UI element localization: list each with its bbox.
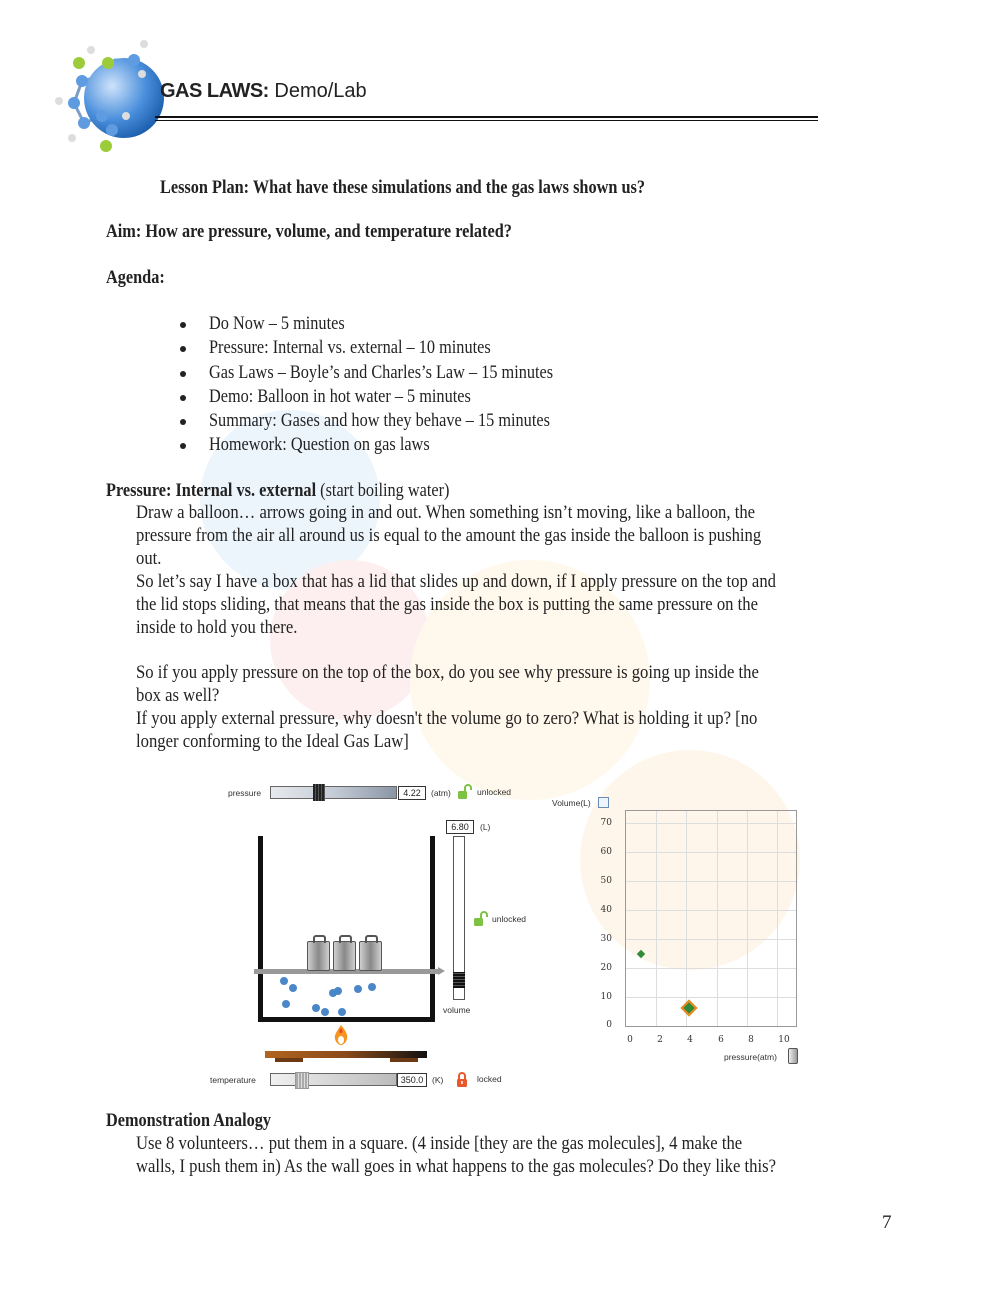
demo-section-body xyxy=(136,1133,916,1179)
paragraph-line: Draw a balloon… arrows going in and out. When something isn’t moving, like a balloon, the xyxy=(136,503,756,523)
volume-slider[interactable] xyxy=(453,836,465,1000)
volume-value-box[interactable]: 6.80 xyxy=(446,820,474,834)
temperature-value-box[interactable]: 350.0 xyxy=(397,1073,427,1087)
flame-icon xyxy=(332,1024,350,1046)
paragraph-line: out. xyxy=(136,549,162,569)
y-tick: 60 xyxy=(600,847,612,857)
page-number: 7 xyxy=(882,1212,892,1233)
temperature-slider[interactable] xyxy=(270,1073,397,1086)
x-tick: 6 xyxy=(718,1035,724,1045)
pressure-lock-state: unlocked xyxy=(477,787,512,797)
temperature-lock-state: locked xyxy=(477,1074,502,1084)
y-tick: 20 xyxy=(600,963,612,973)
bullet-icon xyxy=(180,346,186,352)
x-tick: 10 xyxy=(778,1035,790,1045)
x-tick: 4 xyxy=(687,1035,693,1045)
gas-molecule xyxy=(354,985,362,993)
demo-section-heading: Demonstration Analogy xyxy=(106,1111,272,1131)
container-floor xyxy=(258,1017,435,1022)
paragraph-line: inside to hold you there. xyxy=(136,618,298,638)
weight-icon xyxy=(333,941,356,971)
paragraph-line: So if you apply pressure on the top of the box, do you see why pressure is going up inside the xyxy=(136,663,759,683)
lesson-title: Lesson Plan: What have these simulations and the gas laws shown us? xyxy=(160,178,646,198)
gas-molecule xyxy=(334,987,342,995)
y-tick: 10 xyxy=(600,992,612,1002)
bullet-icon xyxy=(180,395,186,401)
x-tick: 8 xyxy=(748,1035,754,1045)
bullet-icon xyxy=(180,443,186,449)
x-tick: 2 xyxy=(657,1035,663,1045)
volume-slider-label: volume xyxy=(443,1005,471,1015)
paragraph-line: Use 8 volunteers… put them in a square. (4 inside [they are the gas molecules], 4 make the xyxy=(136,1134,743,1154)
gas-molecule xyxy=(282,1000,290,1008)
container-right-wall xyxy=(430,836,435,1022)
paragraph-line: pressure from the air all around us is equal to the amount the gas inside the balloon is pushing xyxy=(136,526,762,546)
paragraph-line: box as well? xyxy=(136,686,220,706)
current-data-point xyxy=(681,1000,698,1017)
gas-molecule xyxy=(280,977,288,985)
volume-unit: (L) xyxy=(480,822,491,832)
agenda-item: Do Now – 5 minutes xyxy=(176,313,600,337)
y-tick: 50 xyxy=(600,876,612,886)
pressure-slider-thumb[interactable] xyxy=(313,784,325,801)
gas-molecule xyxy=(321,1008,329,1016)
agenda-item: Pressure: Internal vs. external – 10 minutes xyxy=(176,337,600,361)
weight-icon xyxy=(307,941,330,971)
gas-law-simulation-figure xyxy=(200,780,820,1100)
volume-slider-thumb[interactable] xyxy=(453,972,465,988)
document-header-title: GAS LAWS: Demo/Lab xyxy=(160,80,367,102)
gas-molecule xyxy=(289,984,297,992)
hot-plate-foot xyxy=(390,1058,418,1062)
gas-molecule xyxy=(368,983,376,991)
pressure-slider-label: pressure xyxy=(228,788,262,798)
pressure-section-body xyxy=(136,502,916,754)
molecule-globe-logo xyxy=(44,38,174,153)
paragraph-line xyxy=(136,640,838,662)
hot-plate xyxy=(265,1051,427,1058)
agenda-item: Summary: Gases and how they behave – 15 minutes xyxy=(176,410,600,434)
unlocked-padlock-icon[interactable] xyxy=(473,911,489,927)
locked-padlock-icon[interactable] xyxy=(456,1071,468,1088)
y-tick: 70 xyxy=(600,818,612,828)
y-tick: 40 xyxy=(600,905,612,915)
container-left-wall xyxy=(258,836,263,1022)
y-tick: 30 xyxy=(600,934,612,944)
bullet-icon xyxy=(180,371,186,377)
header-rule-thick xyxy=(155,116,818,118)
temperature-slider-label: temperature xyxy=(210,1075,256,1085)
pressure-section-heading: Pressure: Internal vs. external (start boiling water) xyxy=(106,481,450,501)
pressure-unit: (atm) xyxy=(431,788,451,798)
paragraph-line: So let’s say I have a box that has a lid that slides up and down, if I apply pressure on the top and xyxy=(136,572,776,592)
paragraph-line: the lid stops sliding, that means that the gas inside the box is putting the same pressure on the xyxy=(136,595,758,615)
agenda-item: Homework: Question on gas laws xyxy=(176,434,600,458)
volume-lock-state: unlocked xyxy=(492,914,527,924)
bullet-icon xyxy=(180,419,186,425)
aim-text: Aim: How are pressure, volume, and temperature related? xyxy=(106,222,512,242)
agenda-label: Agenda: xyxy=(106,268,165,288)
volume-legend-icon xyxy=(598,797,609,808)
y-tick: 0 xyxy=(606,1020,612,1030)
pressure-slider[interactable] xyxy=(270,786,397,799)
paragraph-line: If you apply external pressure, why doesn't the volume go to zero? What is holding it up? [no xyxy=(136,709,758,729)
agenda-item: Demo: Balloon in hot water – 5 minutes xyxy=(176,386,600,410)
agenda-list xyxy=(176,313,600,459)
data-point xyxy=(637,950,645,958)
paragraph-line: longer conforming to the Ideal Gas Law] xyxy=(136,732,409,752)
gas-molecule xyxy=(312,1004,320,1012)
chart-y-axis-label: Volume(L) xyxy=(552,798,591,808)
paragraph-line: walls, I push them in) As the wall goes in what happens to the gas molecules? Do they like this? xyxy=(136,1157,776,1177)
pressure-value-box[interactable]: 4.22 xyxy=(398,786,426,800)
chart-x-axis-label: pressure(atm) xyxy=(724,1052,777,1062)
pressure-gauge-icon xyxy=(788,1048,798,1064)
hot-plate-foot xyxy=(275,1058,303,1062)
temperature-unit: (K) xyxy=(432,1075,444,1085)
pressure-volume-chart xyxy=(625,810,797,1027)
weight-icon xyxy=(359,941,382,971)
header-rule-thin xyxy=(155,120,818,121)
temperature-slider-thumb[interactable] xyxy=(295,1072,309,1089)
agenda-item: Gas Laws – Boyle’s and Charles’s Law – 15 minutes xyxy=(176,362,600,386)
gas-molecule xyxy=(338,1008,346,1016)
x-tick: 0 xyxy=(627,1035,633,1045)
piston-arrow-icon xyxy=(438,967,445,975)
bullet-icon xyxy=(180,322,186,328)
unlocked-padlock-icon[interactable] xyxy=(457,784,473,800)
